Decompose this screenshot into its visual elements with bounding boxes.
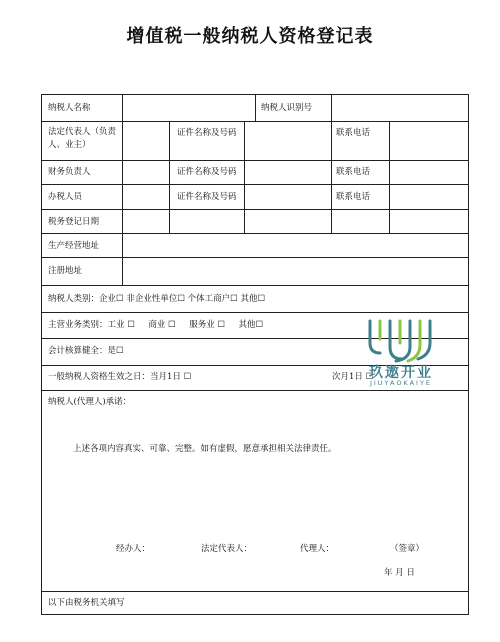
legal-rep-label: 法定代表人（负责人、业主） <box>48 127 117 150</box>
col-divider <box>255 95 256 121</box>
taxpayer-type-enterprise-checkbox[interactable]: 企业☐ <box>99 294 124 304</box>
taxpayer-name-label: 纳税人名称 <box>48 103 91 113</box>
effective-current-month-checkbox[interactable]: 当月1日 ☐ <box>150 372 192 382</box>
row-divider <box>42 390 468 391</box>
row-divider <box>42 591 468 592</box>
watermark-brand: 玖遨开业 <box>369 365 433 381</box>
main-business-service-checkbox[interactable]: 服务业 ☐ <box>189 320 226 330</box>
main-business-industry-checkbox[interactable]: 工业 ☐ <box>107 320 135 330</box>
row-divider <box>42 160 468 161</box>
taxpayer-type-nonenterprise-checkbox[interactable]: 非企业性单位☐ <box>126 294 185 304</box>
finance-cert-label: 证件名称及号码 <box>177 167 237 177</box>
tax-authority-section-label: 以下由税务机关填写 <box>48 598 125 608</box>
col-divider <box>244 121 245 233</box>
accounting-yes-checkbox[interactable]: 是☐ <box>107 346 124 356</box>
tax-officer-phone-label: 联系电话 <box>336 192 371 202</box>
col-divider <box>331 95 332 121</box>
seal-label: （签章） <box>390 544 425 554</box>
agent-signature-label: 代理人： <box>300 544 335 554</box>
main-business-label: 主营业务类别： <box>48 320 108 330</box>
col-divider <box>122 95 123 285</box>
business-address-label: 生产经营地址 <box>48 241 100 251</box>
col-divider <box>331 121 332 233</box>
effective-date-row <box>48 371 191 383</box>
main-business-row <box>48 319 263 331</box>
col-divider <box>169 121 170 233</box>
finance-head-label: 财务负责人 <box>48 167 91 177</box>
col-divider <box>389 121 390 233</box>
declaration-heading: 纳税人(代理人)承诺： <box>48 397 132 407</box>
row-divider <box>42 184 468 185</box>
taxpayer-type-individual-checkbox[interactable]: 个体工商户☐ <box>187 294 238 304</box>
declaration-date: 年 月 日 <box>384 568 415 578</box>
row-divider <box>42 121 468 122</box>
legal-rep-phone-label: 联系电话 <box>336 128 371 138</box>
tax-reg-date-label: 税务登记日期 <box>48 217 100 227</box>
legal-rep-signature-label: 法定代表人： <box>201 544 253 554</box>
taxpayer-id-label: 纳税人识别号 <box>261 103 313 113</box>
registered-address-label: 注册地址 <box>48 266 83 276</box>
form-title: 增值税一般纳税人资格登记表 <box>126 26 374 47</box>
accounting-label: 会计核算健全： <box>48 346 108 356</box>
main-business-commerce-checkbox[interactable]: 商业 ☐ <box>148 320 176 330</box>
declaration-statement: 上述各项内容真实、可靠、完整。如有虚假，愿意承担相关法律责任。 <box>73 444 337 454</box>
row-divider <box>42 209 468 210</box>
taxpayer-type-row <box>48 293 265 305</box>
effective-next-month-checkbox[interactable]: 次月1日 ☐ <box>332 372 374 382</box>
main-business-other-checkbox[interactable]: 其他☐ <box>238 320 264 330</box>
tax-officer-label: 办税人员 <box>48 192 83 202</box>
taxpayer-type-label: 纳税人类别： <box>48 294 100 304</box>
watermark-subtext: JIUYAOKAIYE <box>369 379 433 387</box>
legal-rep-cert-label: 证件名称及号码 <box>177 128 237 138</box>
row-divider <box>42 257 468 258</box>
row-divider <box>42 312 468 313</box>
effective-date-label: 一般纳税人资格生效之日： <box>48 372 151 382</box>
taxpayer-type-other-checkbox[interactable]: 其他☐ <box>240 294 266 304</box>
accounting-row <box>48 345 124 357</box>
row-divider <box>42 233 468 234</box>
tax-officer-cert-label: 证件名称及号码 <box>177 192 237 202</box>
handler-signature-label: 经办人： <box>116 544 151 554</box>
row-divider <box>42 285 468 286</box>
finance-phone-label: 联系电话 <box>336 167 371 177</box>
